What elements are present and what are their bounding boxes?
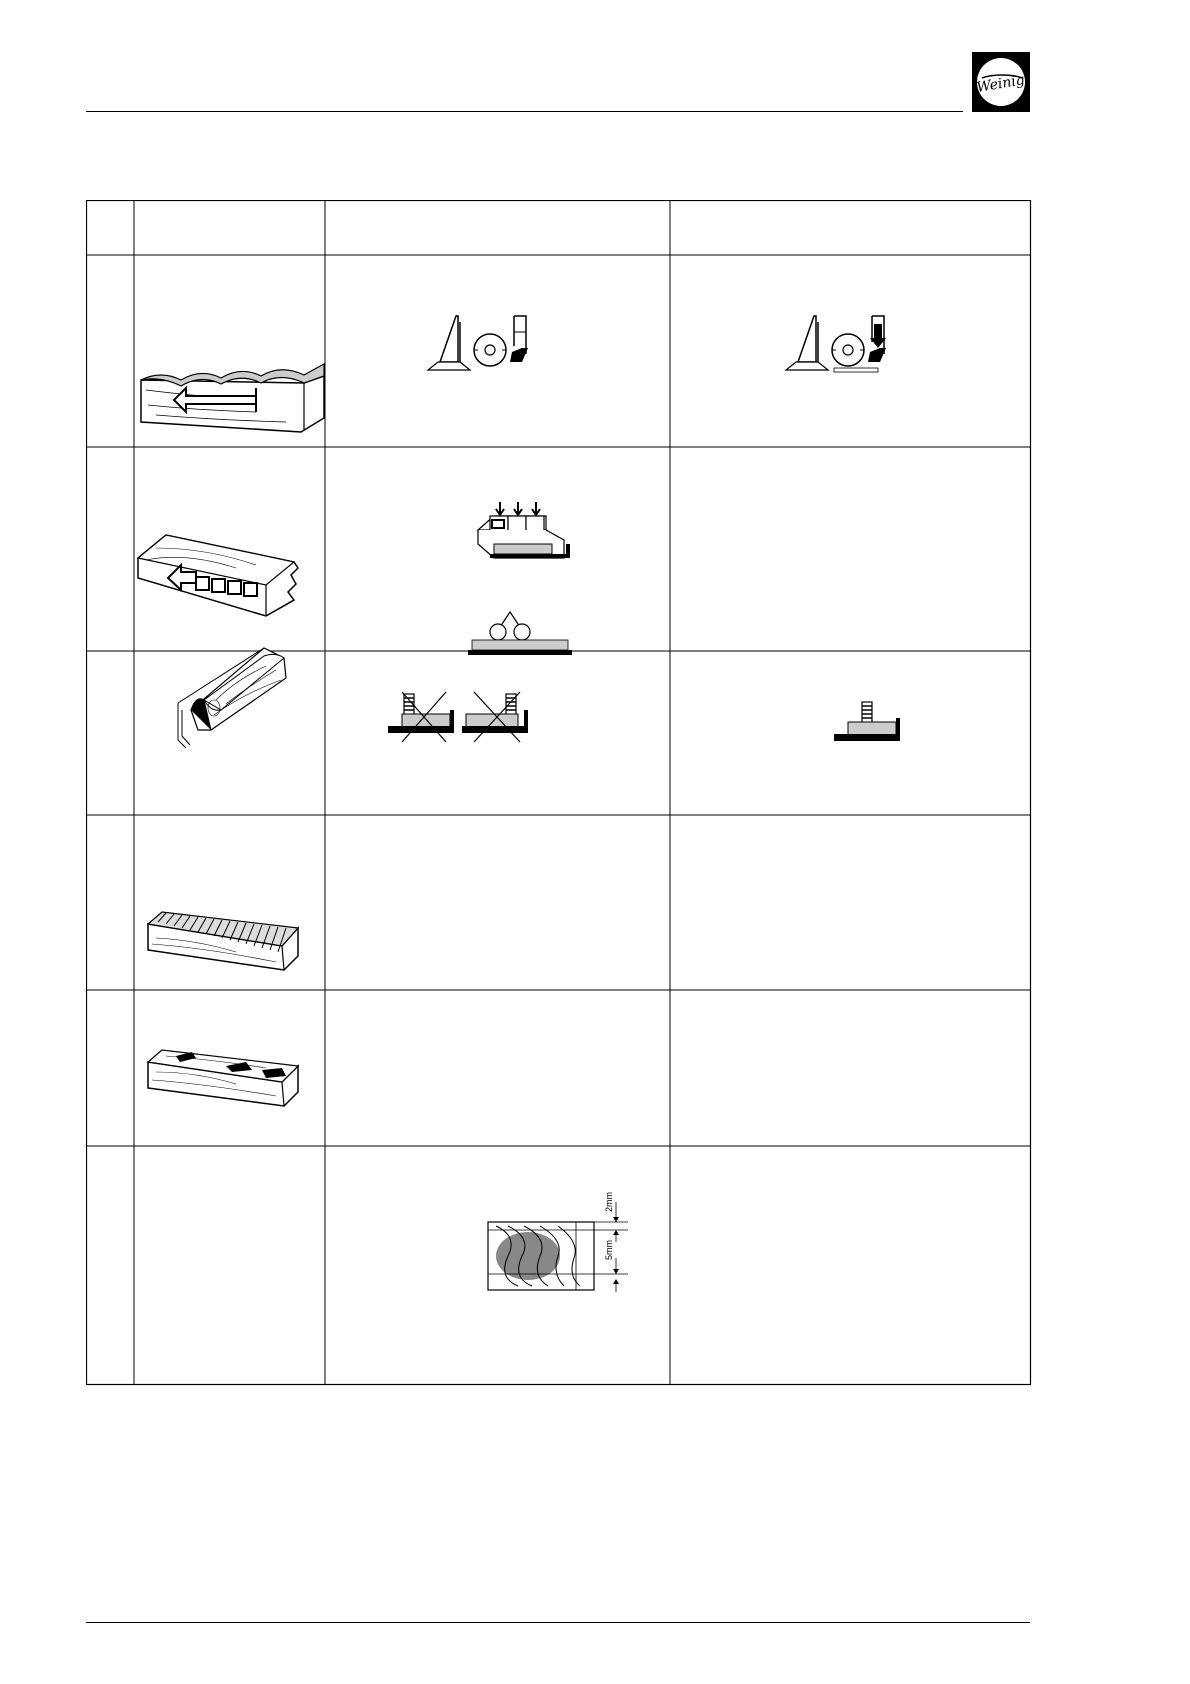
chatter-marks-board-illustration xyxy=(148,912,298,970)
twisted-board-illustration xyxy=(178,648,286,748)
correct-setup xyxy=(834,702,900,741)
dimension-2mm-label: 2mm xyxy=(604,1192,614,1212)
pressure-diagram-top xyxy=(478,502,570,558)
wrong-setup-right xyxy=(462,692,528,742)
dimension-5mm-label: 5mm xyxy=(604,1240,614,1260)
wrong-setup-left xyxy=(388,692,454,742)
weinig-logo xyxy=(972,52,1030,112)
torn-board-illustration xyxy=(138,535,298,616)
wavy-board-illustration xyxy=(141,364,324,432)
header-rule xyxy=(86,111,963,112)
defects-table xyxy=(86,200,1032,1386)
pressure-diagram-bottom xyxy=(468,612,572,655)
footer-rule xyxy=(86,1622,1030,1623)
cross-section-diagram xyxy=(488,1192,628,1292)
planer-setup-diagram-2 xyxy=(786,316,886,372)
planer-setup-diagram-1 xyxy=(428,316,528,370)
svg-text:Weinig: Weinig xyxy=(975,71,1026,97)
tear-out-board-illustration xyxy=(148,1050,298,1106)
